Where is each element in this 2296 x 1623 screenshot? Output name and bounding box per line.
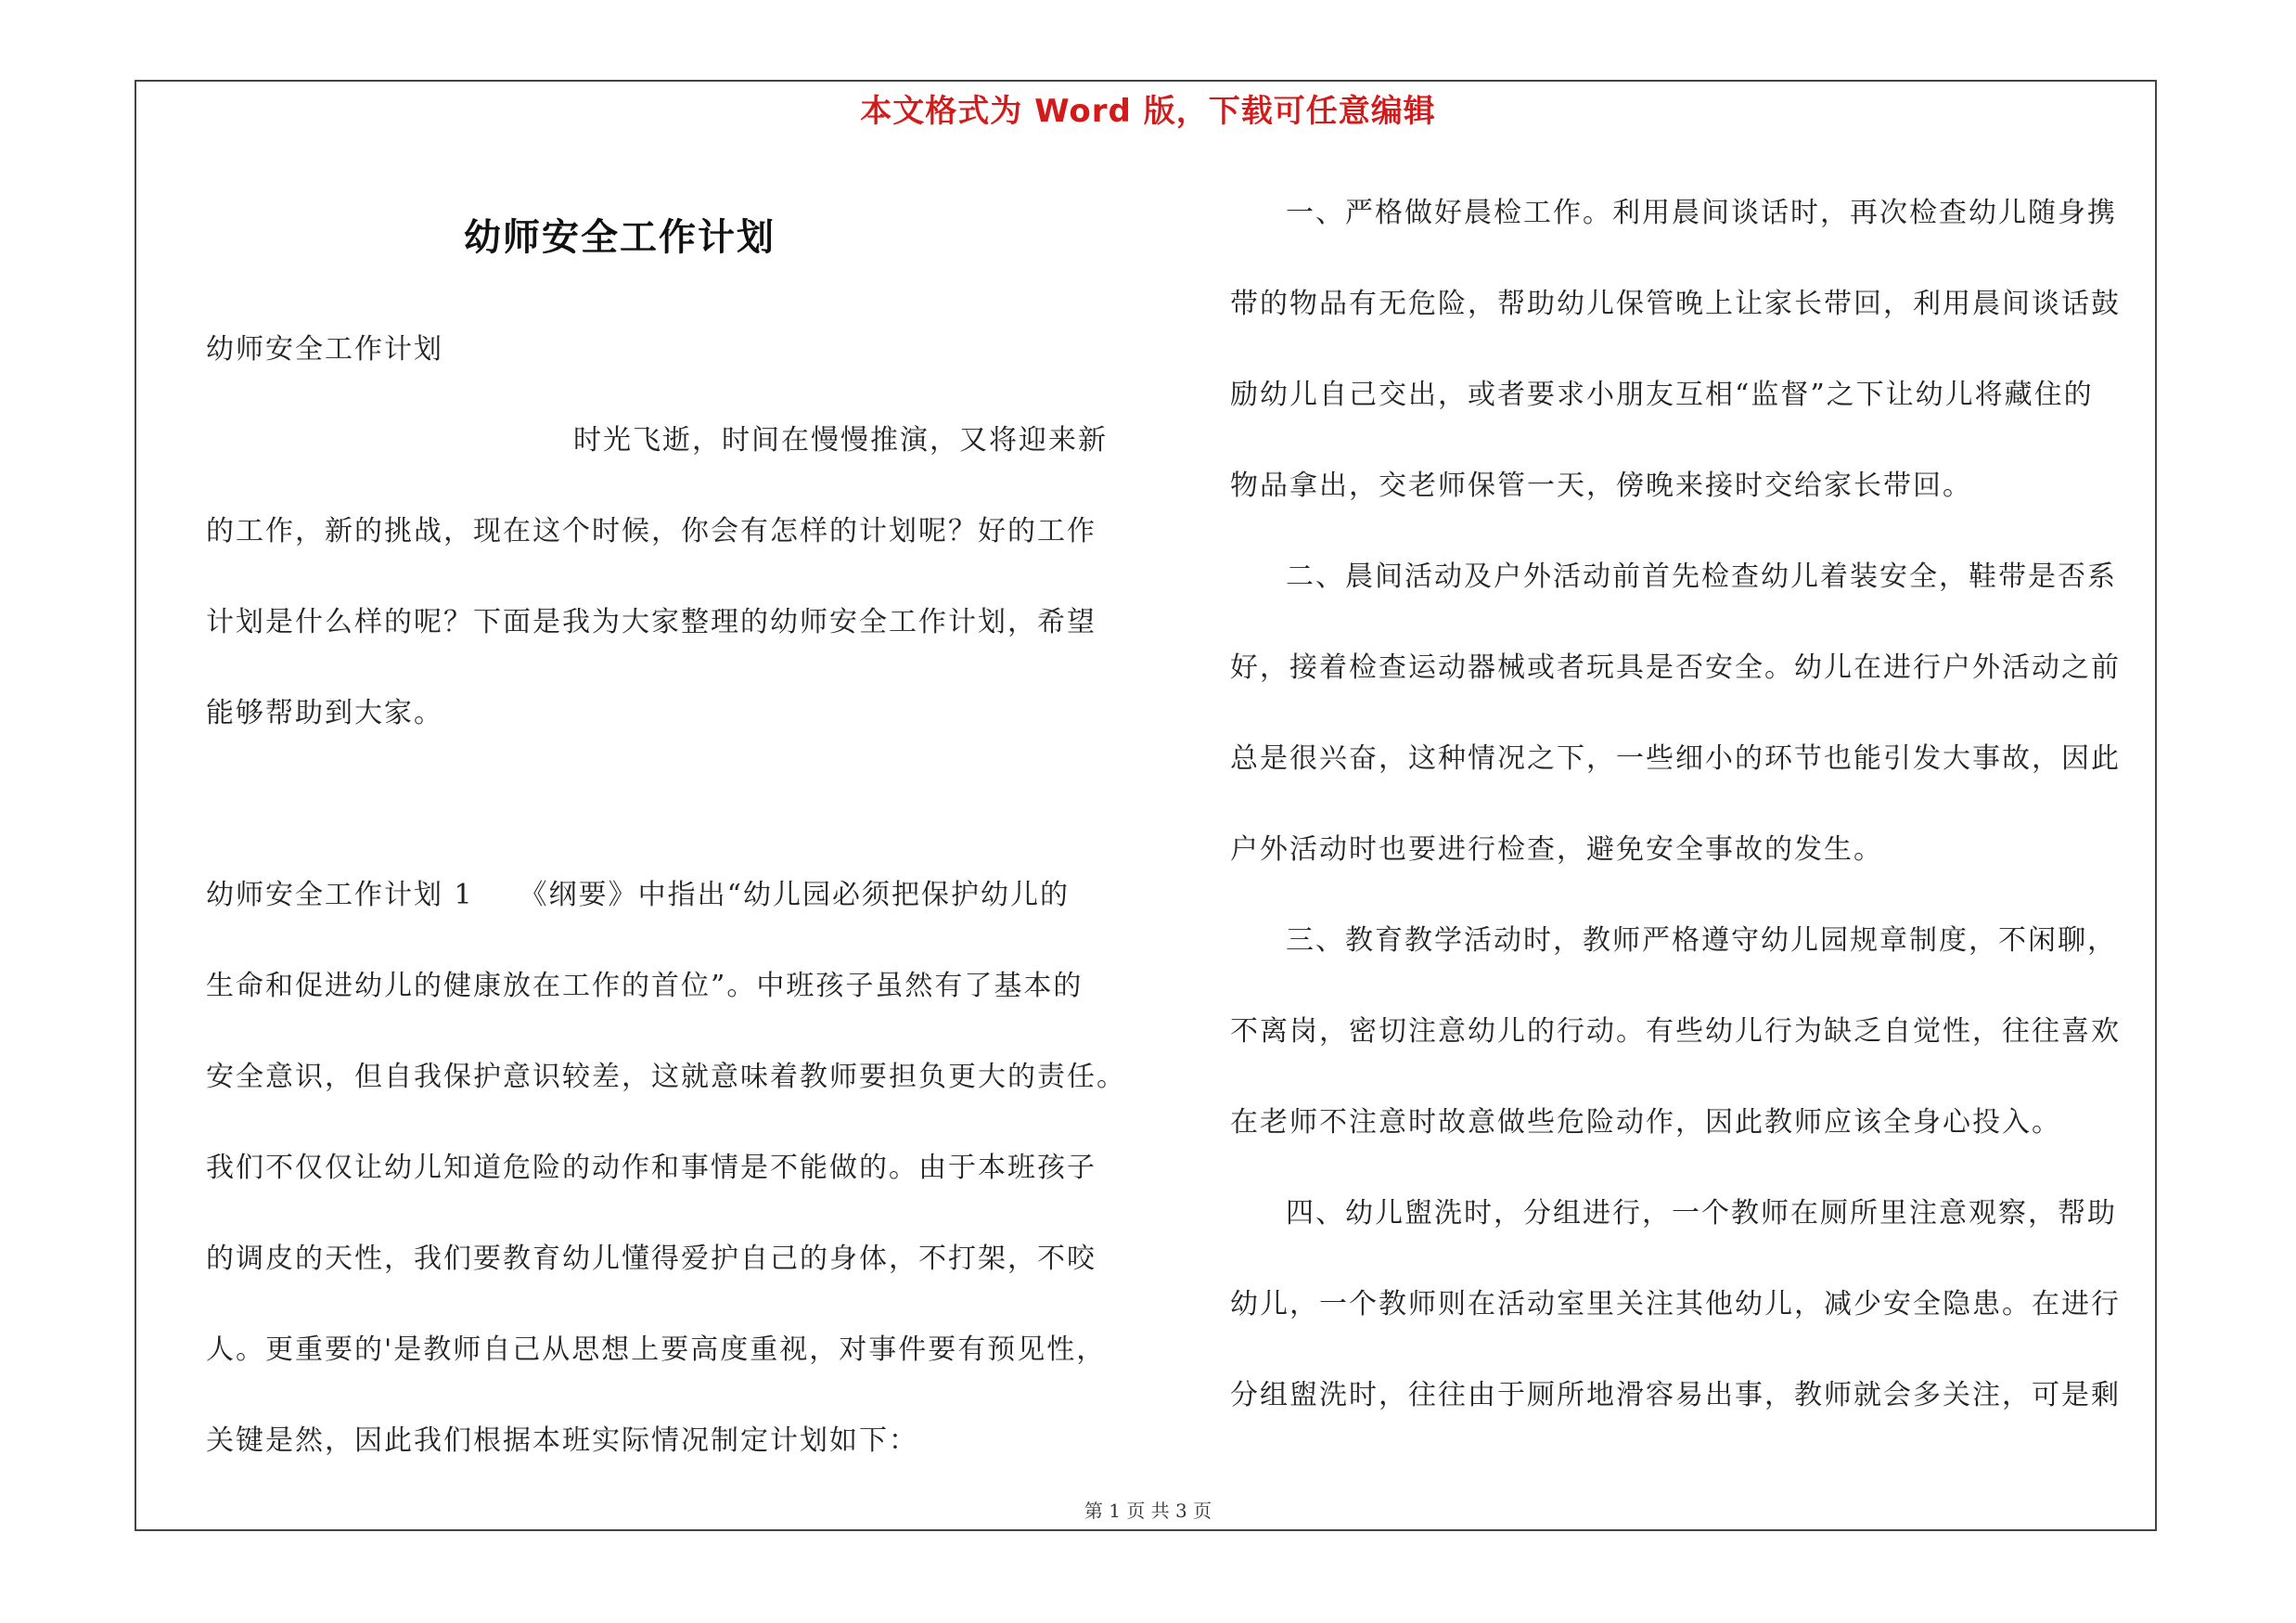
text-line: 带的物品有无危险，帮助幼儿保管晚上让家长带回，利用晨间谈话鼓 <box>1230 288 2121 320</box>
text-line: 幼儿，一个教师则在活动室里关注其他幼儿，减少安全隐患。在进行 <box>1230 1288 2121 1320</box>
text-line: 能够帮助到大家。 <box>206 697 443 729</box>
text-line: 在老师不注意时故意做些危险动作，因此教师应该全身心投入。 <box>1230 1106 2061 1139</box>
text-line: 关键是然，因此我们根据本班实际情况制定计划如下： <box>206 1424 918 1457</box>
document-title: 幼师安全工作计划 <box>464 216 776 259</box>
text-line: 好，接着检查运动器械或者玩具是否安全。幼儿在进行户外活动之前 <box>1230 651 2121 684</box>
paragraph-gap <box>206 759 1134 850</box>
text-line: 物品拿出，交老师保管一天，傍晚来接时交给家长带回。 <box>1230 470 1972 502</box>
text-line: 二、晨间活动及户外活动前首先检查幼儿着装安全，鞋带是否系 <box>1286 560 2117 593</box>
text-line: 的工作，新的挑战，现在这个时候，你会有怎样的计划呢？好的工作 <box>206 515 1097 547</box>
text-line: 时光飞逝，时间在慢慢推演，又将迎来新 <box>573 424 1108 457</box>
left-column <box>206 304 1134 1487</box>
text-line: 励幼儿自己交出，或者要求小朋友互相“监督”之下让幼儿将藏住的 <box>1230 379 2094 411</box>
right-column <box>1230 168 2148 1441</box>
word-format-banner: 本文格式为 Word 版，下载可任意编辑 <box>860 93 1436 130</box>
text-line: 户外活动时也要进行检查，避免安全事故的发生。 <box>1230 833 1883 866</box>
text-line: 分组盥洗时，往往由于厕所地滑容易出事，教师就会多关注，可是剩 <box>1230 1379 2121 1411</box>
text-line: 安全意识，但自我保护意识较差，这就意味着教师要担负更大的责任。 <box>206 1061 1126 1093</box>
text-line: 幼师安全工作计划 <box>206 333 443 366</box>
text-line: 我们不仅仅让幼儿知道危险的动作和事情是不能做的。由于本班孩子 <box>206 1152 1097 1184</box>
text-line: 四、幼儿盥洗时，分组进行，一个教师在厕所里注意观察，帮助 <box>1286 1197 2117 1230</box>
text-line: 一、严格做好晨检工作。利用晨间谈话时，再次检查幼儿随身携 <box>1286 197 2117 229</box>
page-number-footer: 第 1 页 共 3 页 <box>1084 1500 1212 1522</box>
text-line: 总是很兴奋，这种情况之下，一些细小的环节也能引发大事故，因此 <box>1230 742 2121 775</box>
text-line: 三、教育教学活动时，教师严格遵守幼儿园规章制度，不闲聊， <box>1286 924 2117 957</box>
text-line: 人。更重要的'是教师自己从思想上要高度重视，对事件要有预见性， <box>206 1333 1107 1366</box>
text-line: 不离岗，密切注意幼儿的行动。有些幼儿行为缺乏自觉性，往往喜欢 <box>1230 1015 2121 1048</box>
text-line: 幼师安全工作计划 1 《纲要》中指出“幼儿园必须把保护幼儿的 <box>206 879 1070 911</box>
text-line: 计划是什么样的呢？下面是我为大家整理的幼师安全工作计划，希望 <box>206 606 1097 638</box>
text-line: 的调皮的天性，我们要教育幼儿懂得爱护自己的身体，不打架，不咬 <box>206 1243 1097 1275</box>
text-line: 生命和促进幼儿的健康放在工作的首位”。中班孩子虽然有了基本的 <box>206 970 1084 1002</box>
